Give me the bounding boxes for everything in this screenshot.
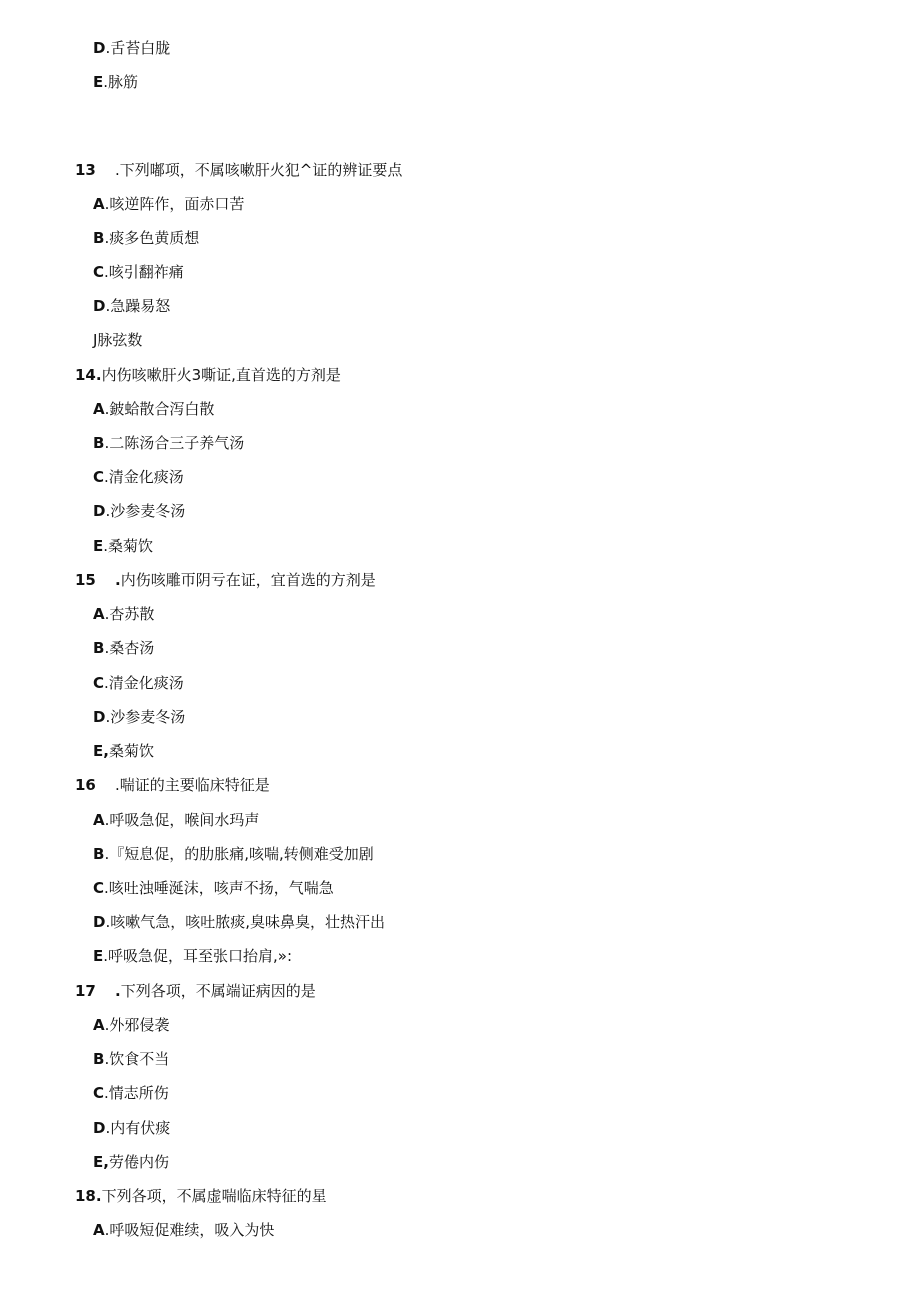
option-sep: .: [104, 639, 110, 657]
option-text: 呼吸短促难续，吸入为快: [109, 1221, 275, 1239]
question-sep: .: [95, 1187, 102, 1205]
option-a: [93, 399, 214, 419]
question-text: 内伤咳嗽肝火3嘶证,直首选的方剂是: [101, 366, 341, 384]
option-text: 二陈汤合三子养气汤: [109, 434, 245, 452]
option-sep: .: [103, 537, 109, 555]
question-sep: .: [115, 161, 120, 179]
option-letter: A: [93, 195, 105, 213]
question-number: 14: [75, 366, 96, 384]
option-letter: D: [93, 502, 106, 520]
option-e: [93, 946, 292, 966]
question-sep: .: [115, 776, 120, 794]
question-sep: .: [95, 366, 102, 384]
option-d: [93, 38, 170, 58]
option-text: 沙参麦冬汤: [110, 708, 186, 726]
option-d: [93, 296, 170, 316]
option-d: [93, 707, 185, 727]
option-d: [93, 1118, 170, 1138]
question-text: 喘证的主要临床特征是: [119, 776, 270, 794]
option-letter: A: [93, 811, 105, 829]
option-sep: .: [105, 39, 111, 57]
option-a: [93, 194, 244, 214]
question-14: [75, 365, 341, 385]
option-text: 桑杏汤: [109, 639, 155, 657]
question-16: [75, 775, 270, 795]
option-letter: C: [93, 674, 105, 692]
option-letter: D: [93, 1119, 106, 1137]
question-number: 18: [75, 1187, 96, 1205]
option-letter: E: [93, 537, 104, 555]
option-sep: .: [103, 73, 109, 91]
option-letter: A: [93, 1221, 105, 1239]
option-text: 鈹蛤散合泻白散: [109, 400, 215, 418]
option-letter: C: [93, 1084, 105, 1102]
option-text: 劳倦内伤: [108, 1153, 169, 1171]
option-sep: .: [104, 811, 110, 829]
option-letter: A: [93, 400, 105, 418]
option-sep: ,: [103, 742, 109, 760]
option-sep: .: [103, 947, 109, 965]
option-sep: .: [104, 1016, 110, 1034]
option-letter: B: [93, 1050, 105, 1068]
question-13: [75, 160, 402, 180]
option-sep: .: [104, 605, 110, 623]
option-text: 舌苔白胧: [110, 39, 171, 57]
option-b: [93, 1049, 169, 1069]
option-b: [93, 638, 154, 658]
option-sep: .: [104, 1084, 109, 1102]
option-c: [93, 1083, 169, 1103]
option-text: 杏苏散: [109, 605, 155, 623]
option-e: [93, 330, 142, 350]
option-sep: .: [104, 263, 109, 281]
option-letter: B: [93, 639, 105, 657]
option-letter: A: [93, 1016, 105, 1034]
question-text: 内伤咳雕帀阴亏在证，宜首选的方剂是: [120, 571, 376, 589]
option-b: [93, 433, 244, 453]
option-sep: .: [104, 1221, 110, 1239]
option-sep: .: [104, 845, 110, 863]
option-text: 呼吸急促，耳至张口抬肩,»:: [108, 947, 293, 965]
option-text: 内有伏痰: [110, 1119, 171, 1137]
question-number: 15: [75, 571, 96, 589]
option-sep: .: [105, 708, 111, 726]
option-text: 桑菊饮: [108, 742, 154, 760]
question-number: 16: [75, 776, 96, 794]
option-c: [93, 673, 184, 693]
question-text: 下列嘟项，不属咳嗽肝火犯^证的辨证要点: [119, 161, 403, 179]
option-e: [93, 536, 153, 556]
option-c: [93, 878, 334, 898]
option-d: [93, 912, 385, 932]
question-sep: .: [115, 982, 121, 1000]
option-sep: .: [104, 229, 110, 247]
option-sep: .: [104, 879, 109, 897]
option-c: [93, 467, 184, 487]
option-sep: .: [104, 400, 110, 418]
option-letter: D: [93, 708, 106, 726]
question-17: [75, 981, 316, 1001]
question-sep: .: [115, 571, 121, 589]
option-text: 沙参麦冬汤: [110, 502, 186, 520]
option-b: [93, 844, 374, 864]
option-a: [93, 1220, 274, 1240]
option-sep: .: [104, 674, 109, 692]
option-e: [93, 741, 154, 761]
option-sep: .: [105, 502, 111, 520]
option-letter: B: [93, 845, 105, 863]
option-a: [93, 810, 259, 830]
option-letter: D: [93, 39, 106, 57]
option-c: [93, 262, 184, 282]
option-letter: E: [93, 73, 104, 91]
option-sep: ,: [103, 1153, 109, 1171]
option-b: [93, 228, 199, 248]
question-18: [75, 1186, 327, 1206]
option-d: [93, 501, 185, 521]
option-letter: B: [93, 434, 105, 452]
option-letter: B: [93, 229, 105, 247]
option-a: [93, 1015, 169, 1035]
option-letter: D: [93, 913, 106, 931]
question-number: 17: [75, 982, 96, 1000]
option-a: [93, 604, 154, 624]
option-text: J脉弦数: [93, 331, 143, 349]
option-letter: E: [93, 947, 104, 965]
option-e: [93, 72, 138, 92]
option-sep: .: [105, 1119, 111, 1137]
option-text: 咳引翻祚痛: [108, 263, 184, 281]
option-sep: .: [104, 434, 110, 452]
option-sep: .: [104, 1050, 110, 1068]
option-text: 咳吐浊唾涎沫，咳声不扬，气喘急: [108, 879, 334, 897]
option-text: 急躁易怒: [110, 297, 171, 315]
option-text: 痰多色黄质想: [109, 229, 200, 247]
option-text: 外邪侵袭: [109, 1016, 170, 1034]
question-number: 13: [75, 161, 96, 179]
option-text: 清金化痰汤: [108, 674, 184, 692]
option-letter: E: [93, 742, 104, 760]
option-text: 清金化痰汤: [108, 468, 184, 486]
option-e: [93, 1152, 169, 1172]
option-letter: E: [93, 1153, 104, 1171]
option-sep: .: [105, 913, 111, 931]
option-text: 脉筋: [108, 73, 139, 91]
question-15: [75, 570, 376, 590]
option-text: 饮食不当: [109, 1050, 170, 1068]
option-text: 呼吸急促，喉间水玛声: [109, 811, 260, 829]
question-text: 下列各项，不属虚喘临床特征的星: [101, 1187, 327, 1205]
option-text: 『短息促，的肋胀痛,咳喘,转侧难受加剧: [109, 845, 374, 863]
option-letter: C: [93, 468, 105, 486]
option-text: 咳嗽气急，咳吐脓痰,臭味鼻臭，壮热汗出: [110, 913, 386, 931]
option-sep: .: [104, 468, 109, 486]
option-letter: A: [93, 605, 105, 623]
question-text: 下列各项，不属端证病因的是: [120, 982, 316, 1000]
option-text: 情志所伤: [108, 1084, 169, 1102]
option-text: 咳逆阵作，面赤口苦: [109, 195, 245, 213]
option-letter: C: [93, 879, 105, 897]
option-sep: .: [105, 297, 111, 315]
option-letter: C: [93, 263, 105, 281]
option-text: 桑菊饮: [108, 537, 154, 555]
option-sep: .: [104, 195, 110, 213]
option-letter: D: [93, 297, 106, 315]
